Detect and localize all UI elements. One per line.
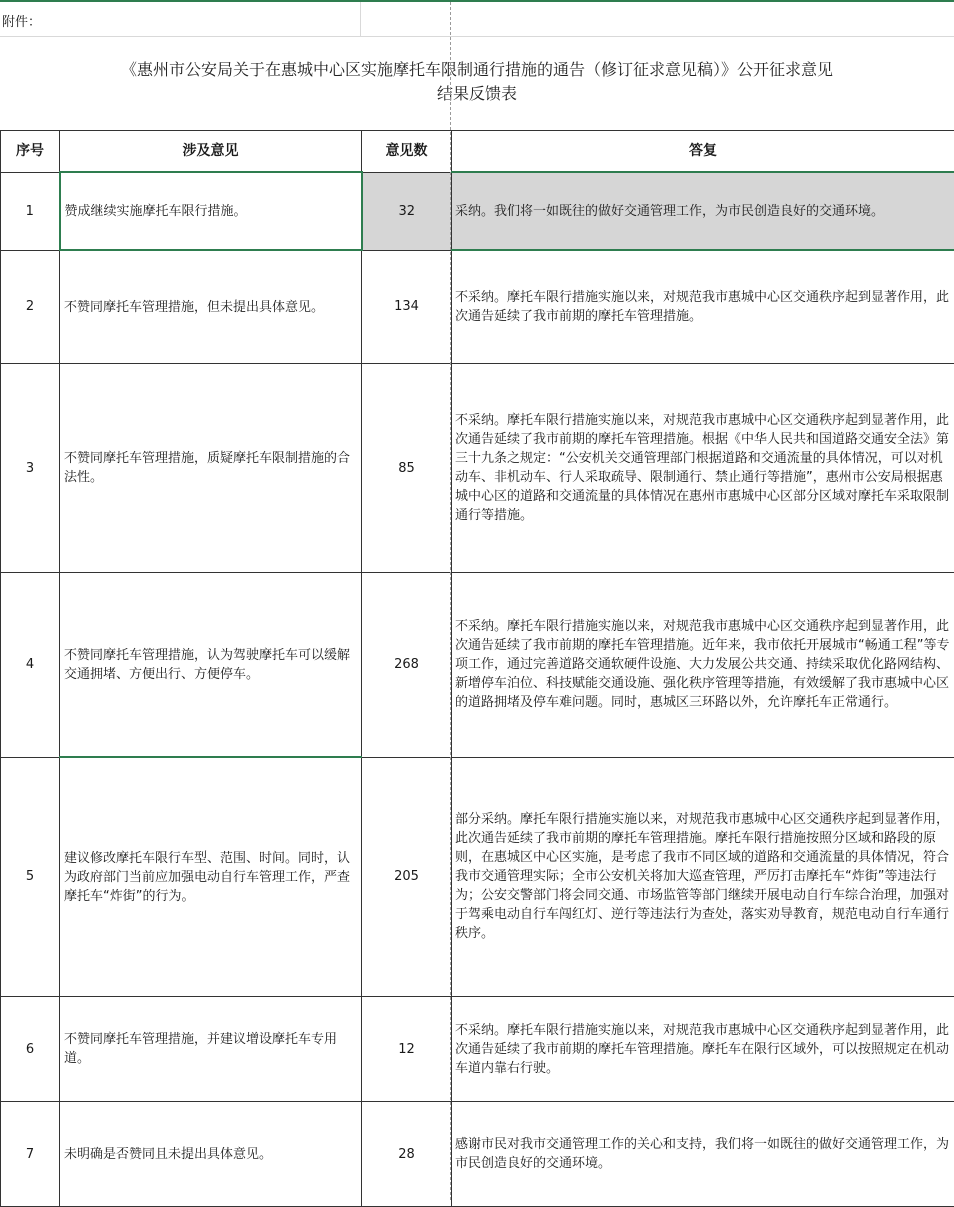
cell-count[interactable]: 134 xyxy=(362,250,452,364)
cell-divider xyxy=(360,2,361,36)
cell-count[interactable]: 28 xyxy=(362,1102,452,1207)
cell-reply[interactable]: 不采纳。摩托车限行措施实施以来，对规范我市惠城中心区交通秩序起到显著作用，此次通告延续了我市前期的摩托车管理措施。根据《中华人民共和国道路交通安全法》第三十九条之规定：“公安机关交通管理部门根据道路和交通流量的具体情况，可以对机动车、非机动车、行人采取疏导、限制通行、禁止通行等措施”，惠州市公安局根据惠城中心区的道路和交通流量的具体情况在惠州市惠城中心区部分区域对摩托车采取限制通行等措施。 xyxy=(452,364,954,573)
cell-seq[interactable]: 7 xyxy=(1,1102,60,1207)
title-line-2: 结果反馈表 xyxy=(40,82,914,106)
table-row xyxy=(1,364,954,573)
cell-opinion[interactable]: 不赞同摩托车管理措施，质疑摩托车限制措施的合法性。 xyxy=(60,364,362,573)
cell-count[interactable]: 85 xyxy=(362,364,452,573)
cell-opinion[interactable]: 不赞同摩托车管理措施，认为驾驶摩托车可以缓解交通拥堵、方便出行、方便停车。 xyxy=(60,573,362,758)
cell-count[interactable]: 32 xyxy=(362,172,452,250)
attachment-label: 附件： xyxy=(2,11,41,30)
cell-opinion[interactable]: 未明确是否赞同且未提出具体意见。 xyxy=(60,1102,362,1207)
cell-seq[interactable]: 4 xyxy=(1,573,60,758)
table-row xyxy=(1,573,954,758)
cell-count[interactable]: 205 xyxy=(362,757,452,997)
table-row xyxy=(1,997,954,1102)
cell-seq[interactable]: 2 xyxy=(1,250,60,364)
page-break-line xyxy=(450,2,451,1200)
cell-opinion[interactable]: 赞成继续实施摩托车限行措施。 xyxy=(60,172,362,250)
feedback-table xyxy=(0,130,954,1207)
cell-seq[interactable]: 1 xyxy=(1,172,60,250)
cell-reply[interactable]: 感谢市民对我市交通管理工作的关心和支持，我们将一如既往的做好交通管理工作，为市民创造良好的交通环境。 xyxy=(452,1102,954,1207)
cell-seq[interactable]: 5 xyxy=(1,757,60,997)
title-line-1: 《惠州市公安局关于在惠城中心区实施摩托车限制通行措施的通告（修订征求意见稿）》公开征求意见 xyxy=(40,58,914,82)
header-opinion: 涉及意见 xyxy=(60,131,362,173)
table-row xyxy=(1,1102,954,1207)
cell-opinion[interactable]: 不赞同摩托车管理措施，并建议增设摩托车专用道。 xyxy=(60,997,362,1102)
feedback-table-wrapper xyxy=(0,130,954,1207)
cell-count[interactable]: 268 xyxy=(362,573,452,758)
header-seq: 序号 xyxy=(1,131,60,173)
table-row xyxy=(1,172,954,250)
cell-seq[interactable]: 6 xyxy=(1,997,60,1102)
page-title xyxy=(40,58,914,106)
cell-reply[interactable]: 部分采纳。摩托车限行措施实施以来，对规范我市惠城中心区交通秩序起到显著作用，此次通告延续了我市前期的摩托车管理措施。摩托车限行措施按照分区域和路段的原则，在惠城区中心区实施，是考虑了我市不同区域的道路和交通流量的具体情况，符合我市交通管理实际；全市公安机关将加大巡查管理，严厉打击摩托车“炸街”等违法行为；公安交警部门将会同交通、市场监管等部门继续开展电动自行车综合治理，加强对于驾乘电动自行车闯红灯、逆行等违法行为查处，落实劝导教育，规范电动自行车通行秩序。 xyxy=(452,757,954,997)
table-row xyxy=(1,250,954,364)
cell-opinion[interactable]: 不赞同摩托车管理措施，但未提出具体意见。 xyxy=(60,250,362,364)
header-count: 意见数 xyxy=(362,131,452,173)
attachment-row xyxy=(0,2,954,37)
cell-count[interactable]: 12 xyxy=(362,997,452,1102)
cell-opinion[interactable]: 建议修改摩托车限行车型、范围、时间。同时，认为政府部门当前应加强电动自行车管理工作，严查摩托车“炸街”的行为。 xyxy=(60,757,362,997)
cell-reply[interactable]: 不采纳。摩托车限行措施实施以来，对规范我市惠城中心区交通秩序起到显著作用，此次通告延续了我市前期的摩托车管理措施。 xyxy=(452,250,954,364)
header-reply: 答复 xyxy=(452,131,954,173)
table-row xyxy=(1,757,954,997)
cell-seq[interactable]: 3 xyxy=(1,364,60,573)
cell-reply[interactable]: 不采纳。摩托车限行措施实施以来，对规范我市惠城中心区交通秩序起到显著作用，此次通告延续了我市前期的摩托车管理措施。近年来，我市依托开展城市“畅通工程”等专项工作，通过完善道路交通软硬件设施、大力发展公共交通、持续采取优化路网结构、新增停车泊位、科技赋能交通设施、强化秩序管理等措施，有效缓解了我市惠城中心区的道路拥堵及停车难问题。同时，惠城区三环路以外，允许摩托车正常通行。 xyxy=(452,573,954,758)
header-row xyxy=(1,131,954,173)
cell-reply[interactable]: 不采纳。摩托车限行措施实施以来，对规范我市惠城中心区交通秩序起到显著作用，此次通告延续了我市前期的摩托车管理措施。摩托车在限行区域外，可以按照规定在机动车道内靠右行驶。 xyxy=(452,997,954,1102)
cell-reply[interactable]: 采纳。我们将一如既往的做好交通管理工作，为市民创造良好的交通环境。 xyxy=(452,172,954,250)
